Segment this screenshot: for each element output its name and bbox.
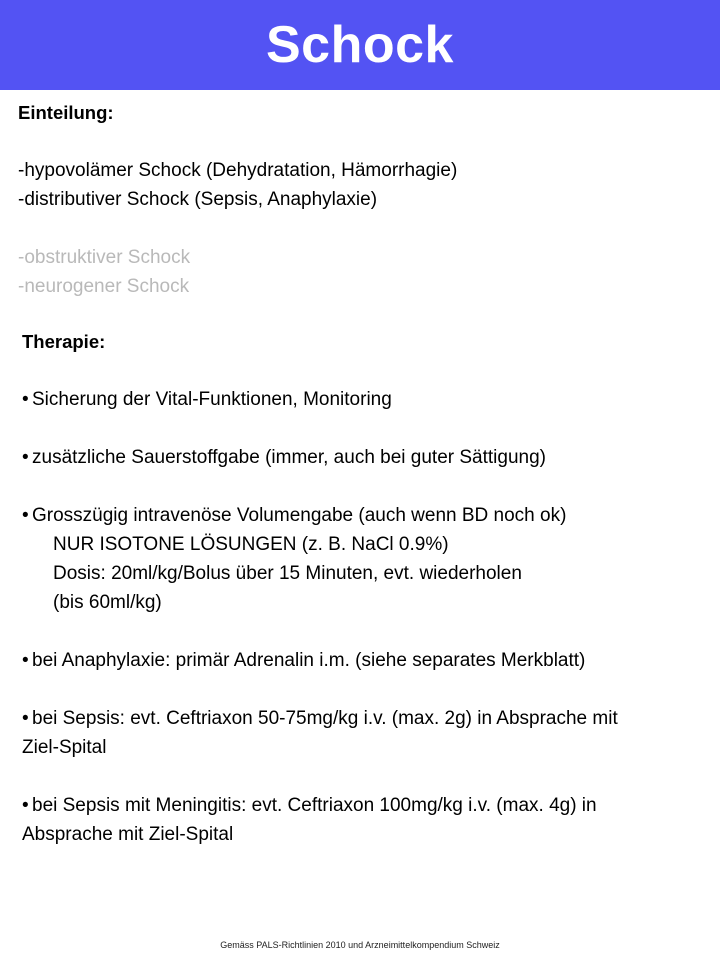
therapy-item-oxygen (22, 443, 712, 472)
classification-item-neurogenic: -neurogener Schock (18, 276, 190, 297)
bullet-icon: • (22, 650, 29, 671)
classification-heading: Einteilung: (18, 102, 114, 123)
therapy-heading: Therapie: (22, 331, 106, 352)
therapy-item-sepsis-continuation: Ziel-Spital (22, 737, 107, 758)
classification-item-obstructive: -obstruktiver Schock (18, 247, 191, 268)
classification-item-hypovolemic: -hypovolämer Schock (Dehydratation, Hämorrhagie) (18, 160, 458, 181)
spacer (22, 762, 712, 791)
therapy-item-meningitis-continuation: Absprache mit Ziel-Spital (22, 824, 234, 845)
therapy-item-text: bei Sepsis mit Meningitis: evt. Ceftriaxon 100mg/kg i.v. (max. 4g) in (32, 795, 597, 816)
bullet-icon: • (22, 447, 29, 468)
therapy-item-vital-functions (22, 385, 712, 414)
bullet-icon: • (22, 795, 29, 816)
bullet-icon: • (22, 389, 29, 410)
volume-detail-max: (bis 60ml/kg) (53, 592, 162, 613)
therapy-item-text: Sicherung der Vital-Funktionen, Monitoring (32, 389, 392, 410)
spacer (18, 214, 708, 243)
spacer (22, 414, 712, 443)
therapy-item-anaphylaxis (22, 646, 712, 675)
therapy-item-text: zusätzliche Sauerstoffgabe (immer, auch bei guter Sättigung) (32, 447, 546, 468)
classification-section (18, 98, 708, 301)
therapy-item-sepsis (22, 704, 712, 733)
bullet-icon: • (22, 505, 29, 526)
spacer (22, 675, 712, 704)
therapy-item-text: Grosszügig intravenöse Volumengabe (auch wenn BD noch ok) (32, 505, 567, 526)
title-bar (0, 0, 720, 90)
therapy-section (22, 327, 712, 849)
volume-detail-dose: Dosis: 20ml/kg/Bolus über 15 Minuten, evt. wiederholen (53, 563, 522, 584)
spacer (22, 356, 712, 385)
volume-detail-isotonic: NUR ISOTONE LÖSUNGEN (z. B. NaCl 0.9%) (53, 534, 449, 555)
classification-item-distributive: -distributiver Schock (Sepsis, Anaphylaxie) (18, 189, 378, 210)
therapy-item-volume (22, 501, 712, 530)
footer-source-note: Gemäss PALS-Richtlinien 2010 und Arzneimittelkompendium Schweiz (220, 940, 500, 950)
spacer (22, 617, 712, 646)
therapy-item-text: bei Sepsis: evt. Ceftriaxon 50-75mg/kg i.v. (max. 2g) in Absprache mit (32, 708, 618, 729)
spacer (18, 127, 708, 156)
therapy-item-meningitis (22, 791, 712, 820)
bullet-icon: • (22, 708, 29, 729)
spacer (22, 472, 712, 501)
page-title: Schock (266, 16, 454, 74)
therapy-item-text: bei Anaphylaxie: primär Adrenalin i.m. (siehe separates Merkblatt) (32, 650, 586, 671)
